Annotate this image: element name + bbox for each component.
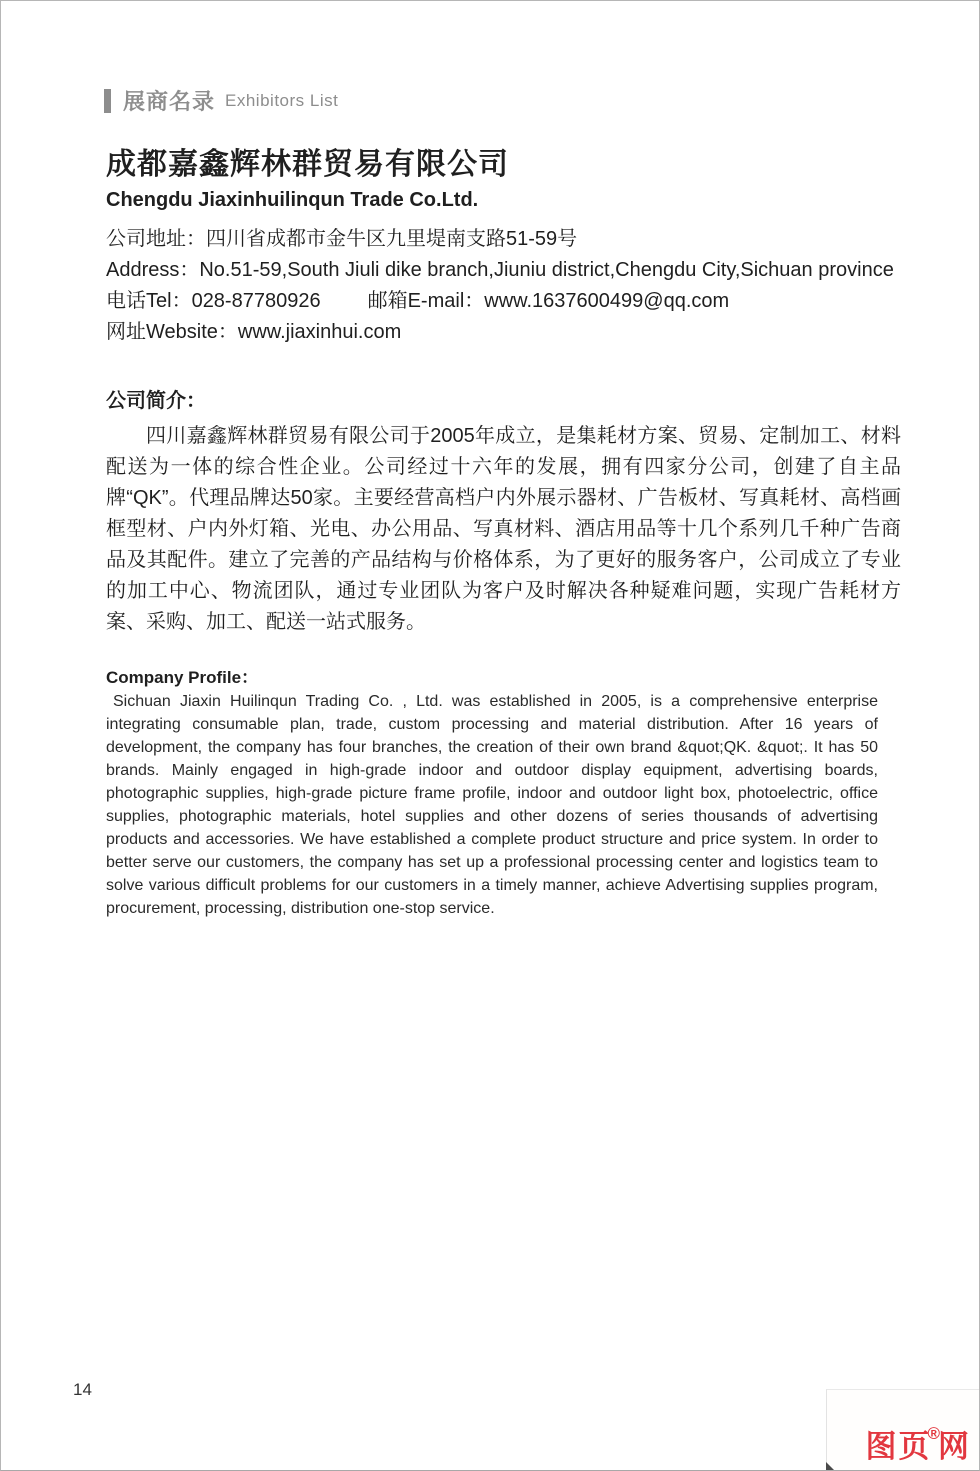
watermark-text-right: 网 — [938, 1429, 971, 1464]
tuye-watermark-logo — [865, 1418, 971, 1462]
header-title-en: Exhibitors List — [225, 90, 339, 110]
profile-zh-heading: 公司简介： — [106, 390, 206, 412]
company-entry — [106, 146, 901, 920]
header-accent-bar — [104, 89, 111, 113]
header-title-zh: 展商名录 — [123, 89, 216, 114]
section-header — [104, 85, 338, 116]
page-number: 14 — [73, 1380, 92, 1399]
watermark-text-left: 图页 — [865, 1429, 932, 1464]
company-tel: 电话Tel：028-87780926 — [106, 290, 321, 312]
profile-en-body: Sichuan Jiaxin Huilinqun Trading Co. , Ltd. was established in 2005, is a comprehensive enterprise integrating consumable plan, trade, custom processing and material distribution. After 16 years of development, the company has four branches, the creation of their own brand &quot;QK. &quot;. It has 50 brands. Mainly engaged in high-grade indoor and outdoor display equipment, advertising boards, photographic supplies, high-grade picture frame profile, indoor and outdoor light box, photoelectric, office supplies, photographic materials, hotel supplies and other dozens of series thousands of advertising products and accessories. We have established a complete product structure and price system. In order to better serve our customers, the company has set up a professional processing center and logistics team to solve various difficult problems for our customers in a timely manner, achieve Advertising supplies program, procurement, processing, distribution one-stop service. — [106, 693, 878, 917]
tel-email-row — [106, 286, 901, 317]
profile-en-heading: Company Profile： — [106, 668, 259, 687]
scan-corner-artifact — [826, 1462, 835, 1471]
company-website: 网址Website：www.jiaxinhui.com — [106, 321, 402, 343]
company-name-zh: 成都嘉鑫辉林群贸易有限公司 — [106, 148, 509, 181]
company-address-en: Address：No.51-59,South Jiuli dike branch,Jiuniu district,Chengdu City,Sichuan province — [106, 259, 894, 281]
company-email: 邮箱E-mail：www.1637600499@qq.com — [367, 290, 730, 312]
registered-trademark-icon: ® — [927, 1424, 940, 1443]
company-address-zh: 公司地址：四川省成都市金牛区九里堤南支路51-59号 — [106, 228, 578, 250]
company-name-en: Chengdu Jiaxinhuilinqun Trade Co.Ltd. — [106, 189, 479, 211]
company-contact-info — [106, 224, 901, 348]
watermark-area — [826, 1389, 979, 1470]
profile-zh-body: 四川嘉鑫辉林群贸易有限公司于2005年成立，是集耗材方案、贸易、定制加工、材料配送为一体的综合性企业。公司经过十六年的发展，拥有四家分公司，创建了自主品牌“QK”。代理品牌达50家。主要经营高档户内外展示器材、广告板材、写真耗材、高档画框型材、户内外灯箱、光电、办公用品、写真材料、酒店用品等十几个系列几千种广告商品及其配件。建立了完善的产品结构与价格体系，为了更好的服务客户，公司成立了专业的加工中心、物流团队，通过专业团队为客户及时解决各种疑难问题，实现广告耗材方案、采购、加工、配送一站式服务。 — [106, 425, 901, 633]
